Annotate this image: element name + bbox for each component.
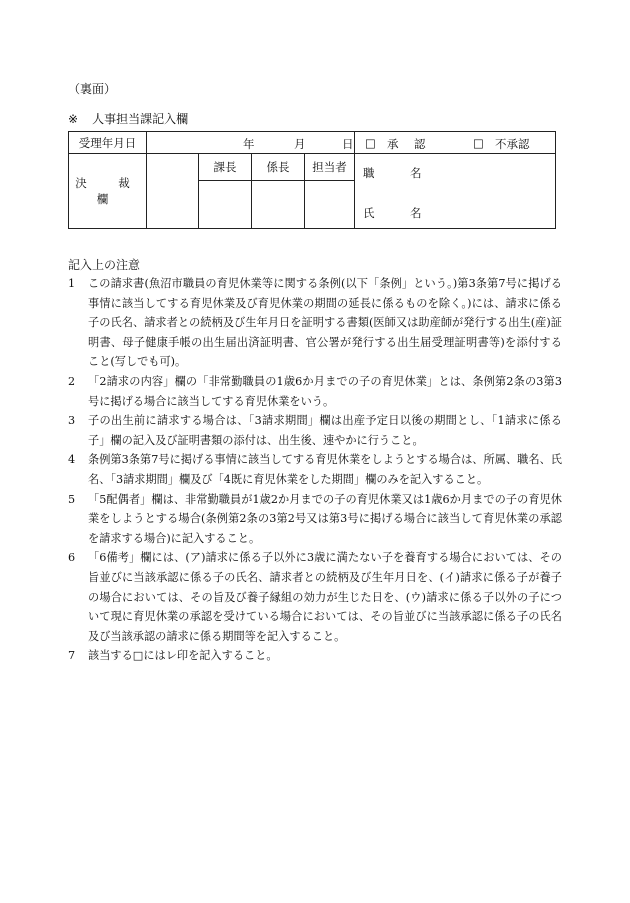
approval-choice-cell bbox=[355, 132, 556, 154]
section-chief-label: 課長 bbox=[199, 154, 252, 181]
note-text: 「5配偶者」欄は、非常勤職員が1歳2か月までの子の育児休業又は1歳6か月までの子の育児休業をしようとする場合(条例第2条の3第2号又は第3号に掲げる場合に該当して育児休業の承認を請求する場合)に記入すること。 bbox=[88, 492, 562, 545]
decision-label: 決 裁 欄 bbox=[69, 154, 147, 229]
note-item bbox=[68, 411, 562, 450]
note-item bbox=[68, 372, 562, 411]
note-number: 2 bbox=[68, 374, 76, 388]
position-name-cell[interactable] bbox=[355, 154, 556, 229]
back-side-label: （裏面） bbox=[68, 82, 117, 96]
note-text: 「2請求の内容」欄の「非常勤職員の1歳6か月までの子の育児休業」とは、条例第2条の3第3号に掲げる場合に該当してする育児休業をいう。 bbox=[88, 374, 562, 408]
subsection-chief-stamp-cell[interactable] bbox=[252, 181, 305, 229]
name-label: 氏 名 bbox=[363, 206, 434, 220]
note-item bbox=[68, 274, 562, 372]
note-text: 「6備考」欄には、(ア)請求に係る子以外に3歳に満たない子を養育する場合においては、その旨並びに当該承認に係る子の氏名、請求者との続柄及び生年月日を、(イ)請求に係る子が養子の場合においては、その旨及び養子縁組の効力が生じた日を、(ウ)請求に係る子以外の子について現に育児休業の承認を受けている場合においては、その旨並びに当該承認に係る子の氏名及び当該承認の請求に係る期間等を記入すること。 bbox=[88, 551, 562, 643]
section-heading bbox=[68, 110, 188, 127]
disapprove-label: 不承認 bbox=[495, 137, 530, 151]
person-in-charge-stamp-cell[interactable] bbox=[305, 181, 355, 229]
note-number: 6 bbox=[68, 551, 76, 565]
note-text: 条例第3条第7号に掲げる事情に該当してする育児休業をしようとする場合は、所属、職名、氏名、「3請求期間」欄及び「4既に育児休業をした期間」欄のみを記入すること。 bbox=[88, 453, 562, 486]
note-item bbox=[68, 646, 562, 666]
note-item bbox=[68, 450, 562, 489]
note-text: この請求書(魚沼市職員の育児休業等に関する条例(以下「条例」という。)第3条第7号に掲げる事情に該当してする育児休業及び育児休業の期間の延長に係るものを除く。)には、請求に係る子の氏名、請求者との続柄及び生年月日を証明する書類(医師又は助産師が発行する出生(産)証明書、母子健康手帳の出生届出済証明書、官公署が発行する出生届受理証明書等)を添付すること(写しでも可)。 bbox=[88, 277, 562, 369]
note-text: 子の出生前に請求する場合は、「3請求期間」欄は出産予定日以後の期間とし、「1請求に係る子」欄の記入及び証明書類の添付は、出生後、速やかに行うこと。 bbox=[88, 414, 562, 447]
approve-checkbox[interactable]: □ bbox=[365, 136, 376, 150]
note-number: 5 bbox=[68, 492, 76, 506]
month-label: 月 bbox=[294, 137, 306, 151]
note-text: 該当する□にはレ印を記入すること。 bbox=[88, 649, 278, 663]
note-number: 3 bbox=[68, 414, 76, 428]
notes-title: 記入上の注意 bbox=[68, 258, 141, 272]
position-label: 職 名 bbox=[363, 166, 434, 180]
note-number: 1 bbox=[68, 277, 76, 290]
person-in-charge-label: 担当者 bbox=[305, 154, 355, 181]
section-title: 人事担当課記入欄 bbox=[92, 112, 189, 126]
decision-blank-cell[interactable] bbox=[147, 154, 199, 229]
reference-mark: ※ bbox=[68, 112, 79, 126]
disapprove-checkbox[interactable]: □ bbox=[473, 136, 484, 150]
note-item bbox=[68, 548, 562, 646]
year-label: 年 bbox=[243, 137, 255, 151]
approve-label: 承 認 bbox=[387, 137, 428, 151]
note-number: 4 bbox=[68, 453, 76, 467]
note-item bbox=[68, 490, 562, 549]
notes-list bbox=[68, 274, 562, 666]
section-chief-stamp-cell[interactable] bbox=[199, 181, 252, 229]
subsection-chief-label: 係長 bbox=[252, 154, 305, 181]
hr-entry-table bbox=[68, 131, 556, 229]
note-number: 7 bbox=[68, 649, 76, 663]
received-date-label: 受理年月日 bbox=[69, 132, 147, 154]
day-label: 日 bbox=[342, 137, 354, 151]
received-date-field[interactable] bbox=[147, 132, 355, 154]
